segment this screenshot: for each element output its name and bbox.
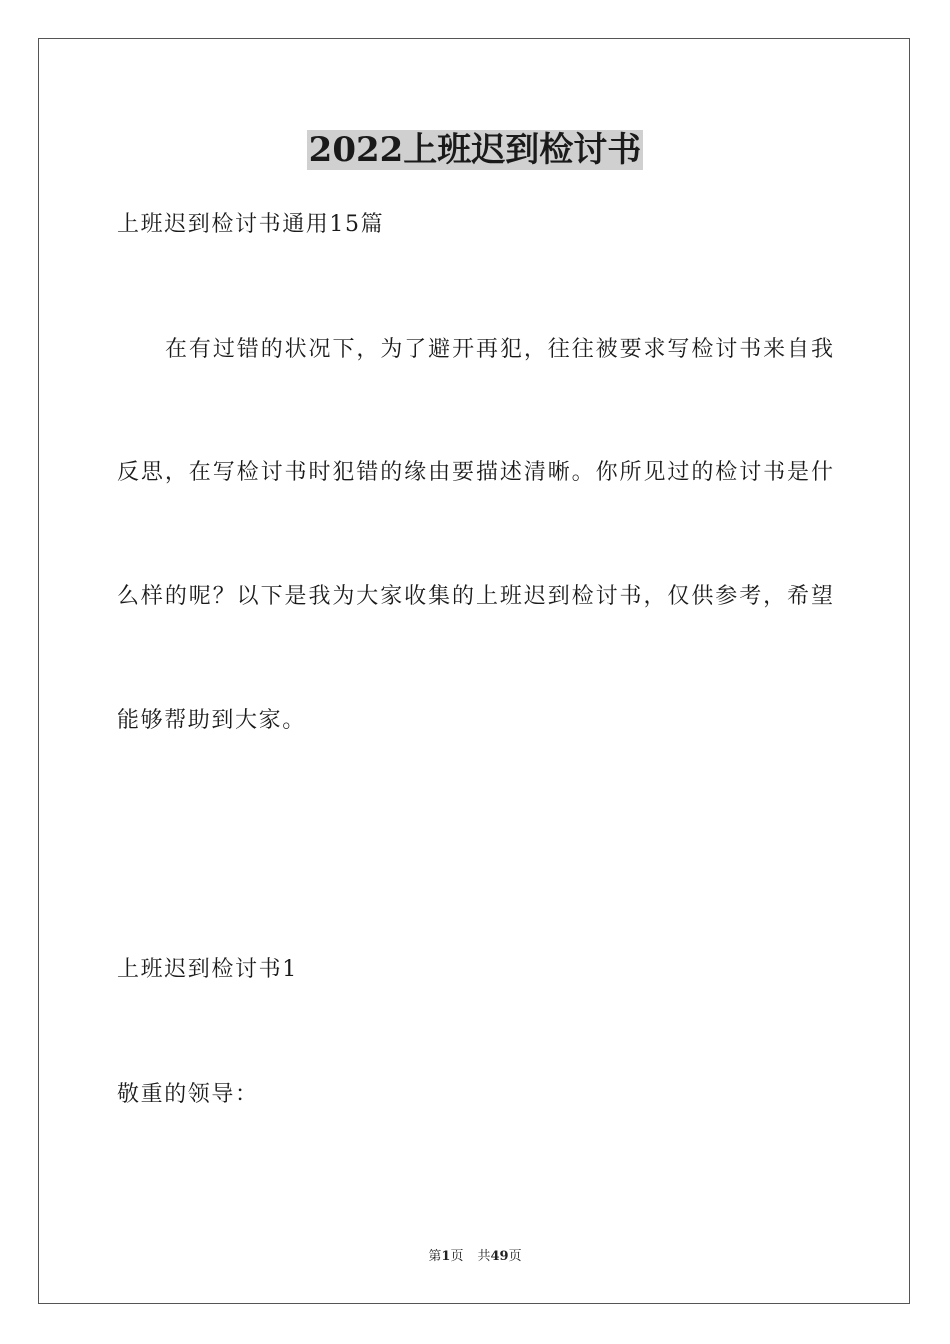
intro-paragraph-line-1: 在有过错的状况下，为了避开再犯，往往被要求写检讨书来自我	[165, 337, 833, 362]
footer-page-suffix: 页	[450, 1249, 464, 1264]
intro-paragraph-line-3: 么样的呢？以下是我为大家收集的上班迟到检讨书，仅供参考，希望	[117, 584, 833, 609]
section-heading: 上班迟到检讨书1	[117, 957, 298, 982]
footer-total-suffix: 页	[508, 1249, 522, 1264]
footer-total-prefix: 共	[477, 1249, 491, 1264]
document-subtitle: 上班迟到检讨书通用15篇	[117, 212, 385, 237]
document-title	[0, 128, 950, 172]
salutation: 敬重的领导：	[117, 1082, 259, 1107]
document-title-text: 2022上班迟到检讨书	[308, 130, 642, 170]
page-footer	[0, 1248, 950, 1266]
footer-page-prefix: 第	[428, 1249, 442, 1264]
footer-page-number: 1	[441, 1249, 451, 1264]
intro-paragraph-line-2: 反思，在写检讨书时犯错的缘由要描述清晰。你所见过的检讨书是什	[117, 460, 833, 485]
footer-total-pages: 49	[490, 1249, 509, 1264]
intro-paragraph-line-4: 能够帮助到大家。	[117, 708, 306, 733]
